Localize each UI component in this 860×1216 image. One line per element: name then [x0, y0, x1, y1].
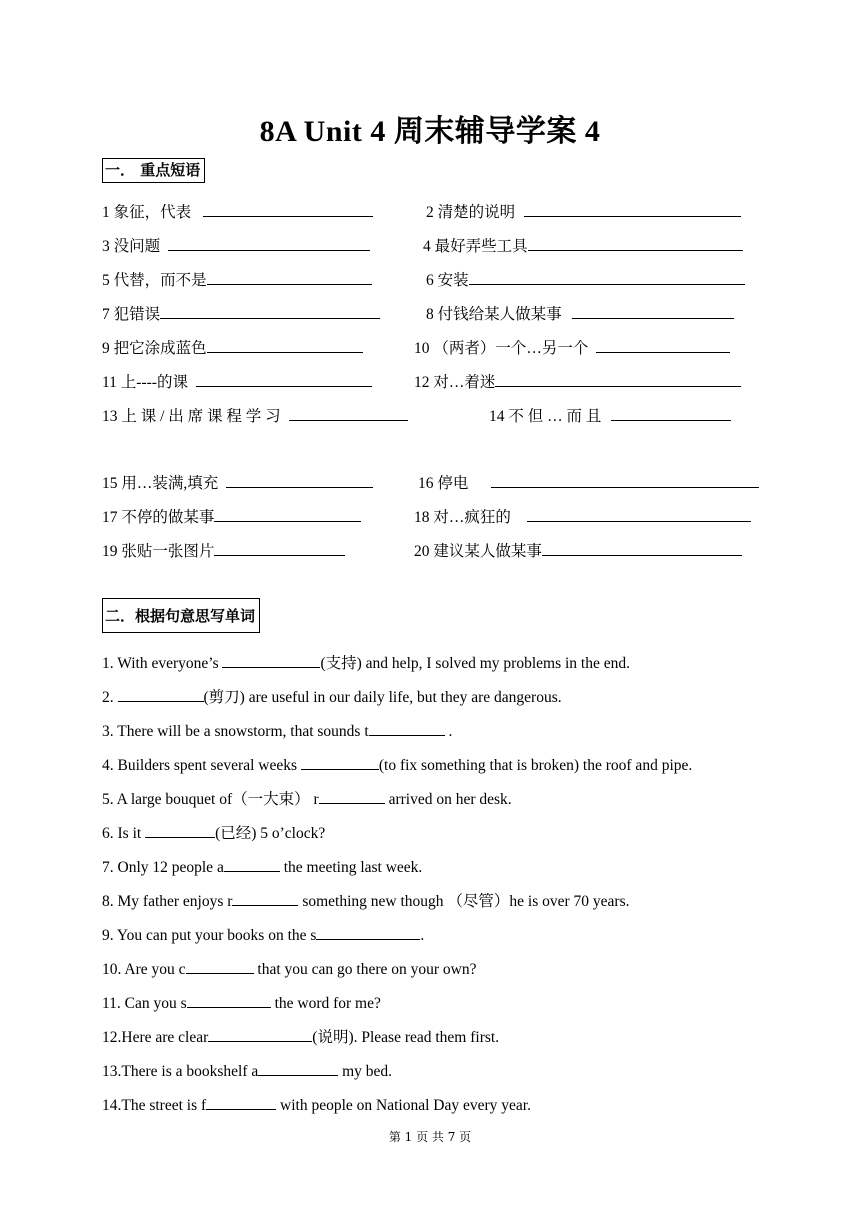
phrase-label: 11 上----的课 [102, 374, 188, 391]
phrase-item [426, 303, 734, 325]
phrase-item [102, 269, 372, 291]
phrase-item [102, 506, 361, 528]
phrase-label: 1 象征，代表 [102, 204, 192, 221]
answer-blank[interactable] [319, 788, 385, 804]
answer-blank[interactable] [542, 540, 742, 556]
phrase-item [102, 405, 408, 427]
answer-blank[interactable] [160, 303, 380, 319]
answer-blank[interactable] [196, 371, 372, 387]
phrase-item [102, 337, 363, 359]
sentence-text: 9. You can put your books on the s [102, 927, 317, 944]
phrase-item [102, 201, 373, 223]
phrase-item [102, 235, 370, 257]
phrase-label: 10 （两者）一个…另一个 [414, 340, 589, 357]
phrase-label: 12 对…着迷 [414, 374, 496, 391]
answer-blank[interactable] [527, 506, 751, 522]
answer-blank[interactable] [495, 371, 741, 387]
phrase-label: 17 不停的做某事 [102, 509, 215, 526]
page-footer: 第 1 页 共 7 页 [388, 1130, 472, 1144]
answer-blank[interactable] [528, 235, 743, 251]
sentence-text: arrived on her desk. [384, 791, 512, 808]
answer-blank[interactable] [214, 506, 361, 522]
sentence-item [102, 924, 424, 946]
answer-blank[interactable] [208, 1026, 312, 1042]
phrase-label: 4 最好弄些工具 [423, 238, 528, 255]
phrase-item [102, 472, 373, 494]
sentence-text: 8. My father enjoys r [102, 893, 233, 910]
phrase-item [102, 540, 345, 562]
phrase-label: 5 代替，而不是 [102, 272, 207, 289]
phrase-label: 14 不 但 … 而 且 [489, 408, 602, 425]
answer-blank[interactable] [222, 652, 320, 668]
sentence-item [102, 1026, 499, 1048]
sentence-item [102, 890, 630, 912]
sentence-text: with people on National Day every year. [276, 1097, 531, 1114]
sentence-text: that you can go there on your own? [253, 961, 477, 978]
answer-blank[interactable] [207, 269, 372, 285]
answer-blank[interactable] [469, 269, 745, 285]
answer-blank[interactable] [224, 856, 280, 872]
phrase-item [418, 472, 759, 494]
phrase-item [489, 405, 731, 427]
sentence-text: 5. A large bouquet of（一大束） r [102, 791, 319, 808]
sentence-item [102, 958, 476, 980]
answer-blank[interactable] [226, 472, 373, 488]
answer-blank[interactable] [187, 992, 271, 1008]
answer-blank[interactable] [232, 890, 298, 906]
phrase-item [423, 235, 743, 257]
answer-blank[interactable] [206, 1094, 276, 1110]
sentence-text: 10. Are you c [102, 961, 186, 978]
sentence-item [102, 754, 692, 776]
answer-blank[interactable] [207, 337, 363, 353]
answer-blank[interactable] [611, 405, 731, 421]
sentence-item [102, 1060, 392, 1082]
answer-blank[interactable] [258, 1060, 338, 1076]
phrase-label: 9 把它涂成蓝色 [102, 340, 207, 357]
sentence-text: (已经) 5 o’clock? [215, 825, 326, 842]
phrase-item [414, 540, 742, 562]
sentence-item [102, 652, 630, 674]
answer-blank[interactable] [289, 405, 408, 421]
sentence-text: 4. Builders spent several weeks [102, 757, 301, 774]
phrase-label: 3 没问题 [102, 238, 161, 255]
sentence-text: . [420, 927, 425, 944]
answer-blank[interactable] [203, 201, 373, 217]
phrase-item [414, 337, 730, 359]
phrase-label: 16 停电 [418, 475, 469, 492]
answer-blank[interactable] [145, 822, 215, 838]
sentence-item [102, 686, 562, 708]
phrase-label: 18 对…疯狂的 [414, 509, 511, 526]
sentence-text: 14.The street is f [102, 1097, 207, 1114]
sentence-item [102, 788, 512, 810]
page-title: 8A Unit 4 周末辅导学案 4 [259, 115, 601, 148]
sentence-text: (to fix something that is broken) the roof and pipe. [378, 757, 693, 774]
phrase-label: 15 用…装满,填充 [102, 475, 219, 492]
phrase-label: 7 犯错误 [102, 306, 161, 323]
sentence-text: 11. Can you s [102, 995, 187, 1012]
sentence-item [102, 856, 422, 878]
phrase-label: 2 清楚的说明 [426, 204, 516, 221]
phrase-item [102, 303, 380, 325]
sentence-item [102, 720, 452, 742]
sentence-text: 3. There will be a snowstorm, that sounds t [102, 723, 369, 740]
sentence-text: 12.Here are clear [102, 1029, 209, 1046]
sentence-text: 13.There is a bookshelf a [102, 1063, 259, 1080]
sentence-text: 7. Only 12 people a [102, 859, 224, 876]
phrase-label: 13 上 课 / 出 席 课 程 学 习 [102, 408, 281, 425]
sentence-text: 6. Is it [102, 825, 146, 842]
sentence-item [102, 992, 381, 1014]
answer-blank[interactable] [118, 686, 204, 702]
phrase-item [102, 371, 372, 393]
section2-heading: 二．根据句意思写单词 [102, 598, 260, 633]
phrase-label: 20 建议某人做某事 [414, 543, 542, 560]
sentence-text: the word for me? [270, 995, 381, 1012]
phrase-label: 8 付钱给某人做某事 [426, 306, 562, 323]
answer-blank[interactable] [168, 235, 370, 251]
sentence-text: (支持) and help, I solved my problems in the end. [320, 655, 630, 672]
phrase-item [414, 506, 751, 528]
answer-blank[interactable] [186, 958, 254, 974]
phrase-label: 19 张贴一张图片 [102, 543, 215, 560]
phrase-label: 6 安装 [426, 272, 469, 289]
section1-heading: 一． 重点短语 [102, 158, 205, 183]
answer-blank[interactable] [369, 720, 445, 736]
sentence-item [102, 1094, 531, 1116]
sentence-text: the meeting last week. [279, 859, 423, 876]
answer-blank[interactable] [596, 337, 730, 353]
answer-blank[interactable] [214, 540, 345, 556]
answer-blank[interactable] [572, 303, 734, 319]
sentence-text: 1. With everyone’s [102, 655, 223, 672]
sentence-text: 2. [102, 689, 118, 706]
sentence-text: something new though （尽管）he is over 70 years. [298, 893, 630, 910]
sentence-text: (说明). Please read them first. [312, 1029, 500, 1046]
phrase-item [414, 371, 741, 393]
answer-blank[interactable] [301, 754, 379, 770]
sentence-text: my bed. [338, 1063, 393, 1080]
answer-blank[interactable] [524, 201, 741, 217]
phrase-item [426, 201, 741, 223]
answer-blank[interactable] [491, 472, 759, 488]
sentence-text: . [444, 723, 453, 740]
sentence-item [102, 822, 325, 844]
answer-blank[interactable] [316, 924, 420, 940]
sentence-text: (剪刀) are useful in our daily life, but they are dangerous. [203, 689, 562, 706]
phrase-item [426, 269, 745, 291]
